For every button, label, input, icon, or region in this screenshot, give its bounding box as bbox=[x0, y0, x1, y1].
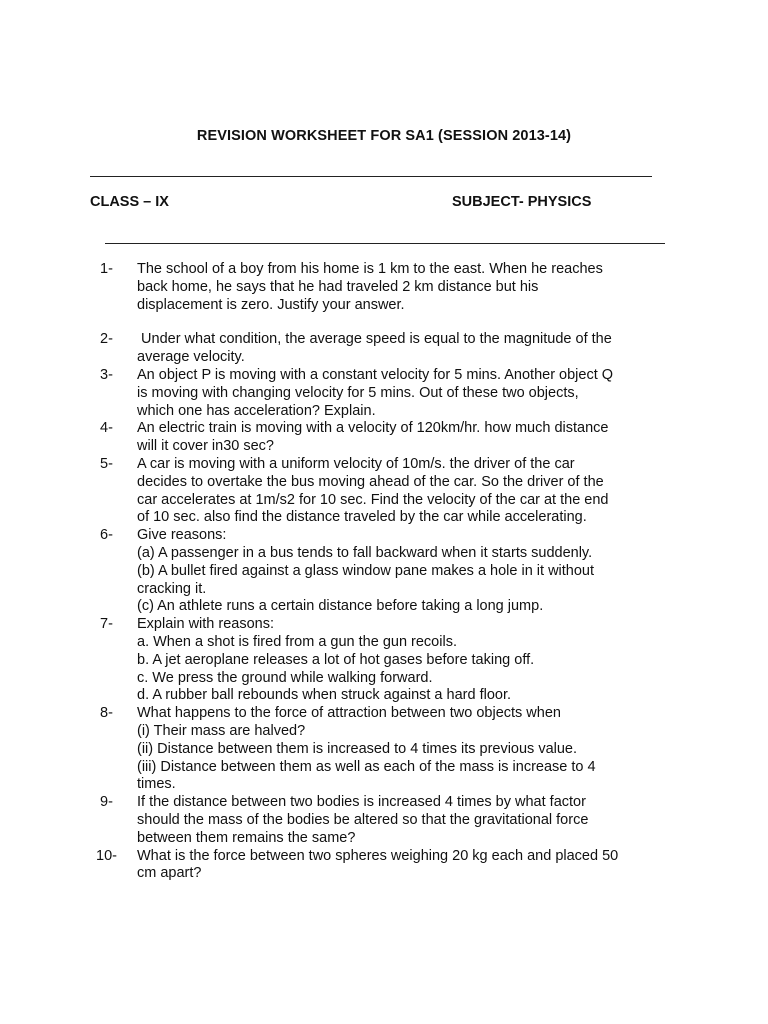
question-item bbox=[0, 527, 768, 616]
question-line: times. bbox=[137, 776, 176, 793]
question-line: What is the force between two spheres weighing 20 kg each and placed 50 bbox=[137, 847, 619, 864]
question-line: c. We press the ground while walking forward. bbox=[137, 669, 433, 686]
question-item bbox=[0, 705, 768, 794]
question-number: 5- bbox=[100, 455, 113, 472]
question-line: is moving with changing velocity for 5 mins. Out of these two objects, bbox=[137, 384, 579, 401]
question-line: between them remains the same? bbox=[137, 829, 356, 846]
question-item bbox=[0, 331, 768, 367]
question-item bbox=[0, 616, 768, 705]
question-line: What happens to the force of attraction between two objects when bbox=[137, 705, 561, 722]
question-line: cracking it. bbox=[137, 580, 207, 597]
question-number: 1- bbox=[100, 261, 113, 277]
question-line: Under what condition, the average speed is equal to the magnitude of the bbox=[137, 331, 612, 348]
question-text bbox=[137, 527, 637, 616]
question-line: back home, he says that he had traveled 2 km distance but his bbox=[137, 278, 539, 295]
question-line: car accelerates at 1m/s2 for 10 sec. Find the velocity of the car at the end bbox=[137, 491, 609, 508]
question-text bbox=[137, 331, 637, 367]
question-line: b. A jet aeroplane releases a lot of hot gases before taking off. bbox=[137, 651, 535, 668]
question-line: of 10 sec. also find the distance traveled by the car while accelerating. bbox=[137, 509, 587, 526]
question-item bbox=[0, 420, 768, 456]
question-text bbox=[137, 616, 637, 705]
question-line: (ii) Distance between them is increased to 4 times its previous value. bbox=[137, 740, 578, 757]
question-line: (b) A bullet fired against a glass window pane makes a hole in it without bbox=[137, 562, 595, 579]
question-item bbox=[0, 367, 768, 420]
question-line: (i) Their mass are halved? bbox=[137, 722, 306, 739]
question-item bbox=[0, 261, 768, 314]
question-line: (c) An athlete runs a certain distance before taking a long jump. bbox=[137, 598, 544, 615]
question-number: 2- bbox=[100, 331, 113, 348]
question-line: The school of a boy from his home is 1 km to the east. When he reaches bbox=[137, 261, 603, 277]
question-item bbox=[0, 456, 768, 527]
question-line: decides to overtake the bus moving ahead of the car. So the driver of the bbox=[137, 473, 604, 490]
question-text bbox=[137, 794, 637, 847]
question-line: a. When a shot is fired from a gun the gun recoils. bbox=[137, 633, 457, 650]
question-line: average velocity. bbox=[137, 349, 245, 366]
question-line: (a) A passenger in a bus tends to fall backward when it starts suddenly. bbox=[137, 544, 593, 561]
question-text bbox=[137, 848, 637, 884]
question-line: Give reasons: bbox=[137, 527, 227, 544]
question-line: An electric train is moving with a velocity of 120km/hr. how much distance bbox=[137, 420, 609, 437]
page-title: REVISION WORKSHEET FOR SA1 (SESSION 2013-14) bbox=[196, 128, 572, 144]
question-text bbox=[137, 456, 637, 527]
question-line: A car is moving with a uniform velocity of 10m/s. the driver of the car bbox=[137, 455, 575, 472]
question-line: d. A rubber ball rebounds when struck against a hard floor. bbox=[137, 687, 512, 704]
question-line: displacement is zero. Justify your answer. bbox=[137, 296, 405, 313]
question-item bbox=[0, 848, 768, 884]
question-line: which one has acceleration? Explain. bbox=[137, 402, 376, 419]
question-number: 4- bbox=[100, 420, 113, 437]
question-number: 9- bbox=[100, 794, 113, 811]
question-text bbox=[137, 367, 637, 420]
question-text bbox=[137, 261, 637, 314]
question-number: 10- bbox=[96, 847, 117, 864]
question-number: 8- bbox=[100, 705, 113, 722]
question-item bbox=[0, 794, 768, 847]
header-divider-bottom bbox=[105, 243, 665, 244]
question-line: An object P is moving with a constant velocity for 5 mins. Another object Q bbox=[137, 366, 614, 383]
subject-label: SUBJECT- PHYSICS bbox=[452, 194, 592, 210]
question-line: Explain with reasons: bbox=[137, 616, 275, 633]
class-label: CLASS – IX bbox=[90, 194, 169, 210]
question-text bbox=[137, 705, 637, 794]
question-number: 7- bbox=[100, 616, 113, 633]
question-list bbox=[0, 261, 768, 883]
question-line: (iii) Distance between them as well as each of the mass is increase to 4 bbox=[137, 758, 596, 775]
question-number: 6- bbox=[100, 527, 113, 544]
header-divider-top bbox=[90, 176, 652, 177]
question-line: cm apart? bbox=[137, 865, 202, 882]
question-line: If the distance between two bodies is increased 4 times by what factor bbox=[137, 794, 586, 811]
question-text bbox=[137, 420, 637, 456]
question-line: will it cover in30 sec? bbox=[137, 438, 274, 455]
question-number: 3- bbox=[100, 366, 113, 383]
question-line: should the mass of the bodies be altered so that the gravitational force bbox=[137, 811, 589, 828]
